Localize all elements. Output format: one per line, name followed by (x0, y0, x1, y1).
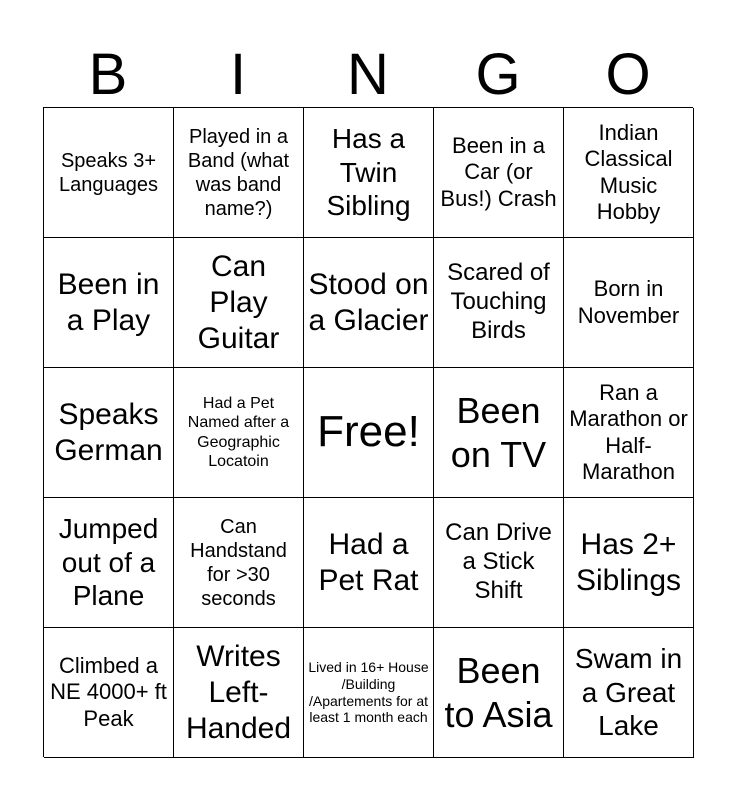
cell-text: Can Handstand for >30 seconds (190, 515, 287, 610)
bingo-cell-r5c5[interactable] (564, 628, 694, 758)
bingo-cell-r2c1[interactable] (44, 238, 174, 368)
cell-text: Speaks 3+ Languages (59, 149, 158, 196)
bingo-cell-r3c2[interactable] (174, 368, 304, 498)
bingo-cell-r2c5[interactable] (564, 238, 694, 368)
header-letter-n: N (347, 42, 389, 107)
cell-text: Swam in a Great Lake (574, 643, 683, 742)
bingo-cell-r5c2[interactable] (174, 628, 304, 758)
bingo-cell-r1c5[interactable] (564, 108, 694, 238)
bingo-cell-r5c4[interactable] (434, 628, 564, 758)
cell-text: Jumped out of a Plane (58, 513, 159, 612)
bingo-cell-r4c1[interactable] (44, 498, 174, 628)
cell-text: Been in a Car (or Bus!) Crash (440, 132, 557, 211)
bingo-cell-r3c3[interactable] (304, 368, 434, 498)
bingo-cell-r4c5[interactable] (564, 498, 694, 628)
bingo-card-grid (43, 107, 693, 757)
header-letter-o: O (605, 42, 651, 107)
cell-text: Had a Pet Rat (318, 527, 419, 597)
bingo-cell-r4c4[interactable] (434, 498, 564, 628)
cell-text: Can Drive a Stick Shift (445, 519, 552, 604)
bingo-cell-r3c5[interactable] (564, 368, 694, 498)
cell-text: Climbed a NE 4000+ ft Peak (50, 652, 167, 731)
cell-text: Writes Left-Handed (185, 639, 292, 745)
cell-text: Indian Classical Music Hobby (584, 119, 673, 224)
cell-text: Stood on a Glacier (308, 267, 429, 337)
cell-text: Has 2+ Siblings (575, 527, 682, 597)
cell-text: Ran a Marathon or Half-Marathon (569, 379, 688, 484)
cell-text: Played in a Band (what was band name?) (187, 125, 290, 220)
cell-text: Scared of Touching Birds (447, 259, 550, 344)
bingo-cell-r1c1[interactable] (44, 108, 174, 238)
bingo-cell-r5c1[interactable] (44, 628, 174, 758)
bingo-cell-r3c4[interactable] (434, 368, 564, 498)
cell-text: Has a Twin Sibling (326, 123, 411, 222)
header-letter-b: B (88, 42, 128, 107)
bingo-header (43, 42, 693, 108)
bingo-cell-r3c1[interactable] (44, 368, 174, 498)
bingo-cell-r1c2[interactable] (174, 108, 304, 238)
cell-text: Been on TV (450, 390, 547, 475)
bingo-cell-r4c3[interactable] (304, 498, 434, 628)
cell-text: Had a Pet Named after a Geographic Locatoin (187, 395, 290, 470)
cell-text: Can Play Guitar (197, 249, 280, 355)
bingo-cell-r4c2[interactable] (174, 498, 304, 628)
cell-text: Been in a Play (57, 267, 160, 337)
bingo-cell-r2c2[interactable] (174, 238, 304, 368)
bingo-cell-r1c3[interactable] (304, 108, 434, 238)
cell-text: Lived in 16+ House /Building /Apartements for at least 1 month each (308, 658, 429, 726)
cell-text: Been to Asia (444, 650, 553, 735)
header-letter-i: I (229, 42, 247, 107)
header-letter-g: G (475, 42, 521, 107)
free-space-label: Free! (317, 407, 420, 457)
cell-text: Speaks German (54, 397, 163, 467)
bingo-cell-r2c4[interactable] (434, 238, 564, 368)
cell-text: Born in November (577, 276, 680, 328)
bingo-cell-r1c4[interactable] (434, 108, 564, 238)
bingo-cell-r2c3[interactable] (304, 238, 434, 368)
bingo-cell-r5c3[interactable] (304, 628, 434, 758)
